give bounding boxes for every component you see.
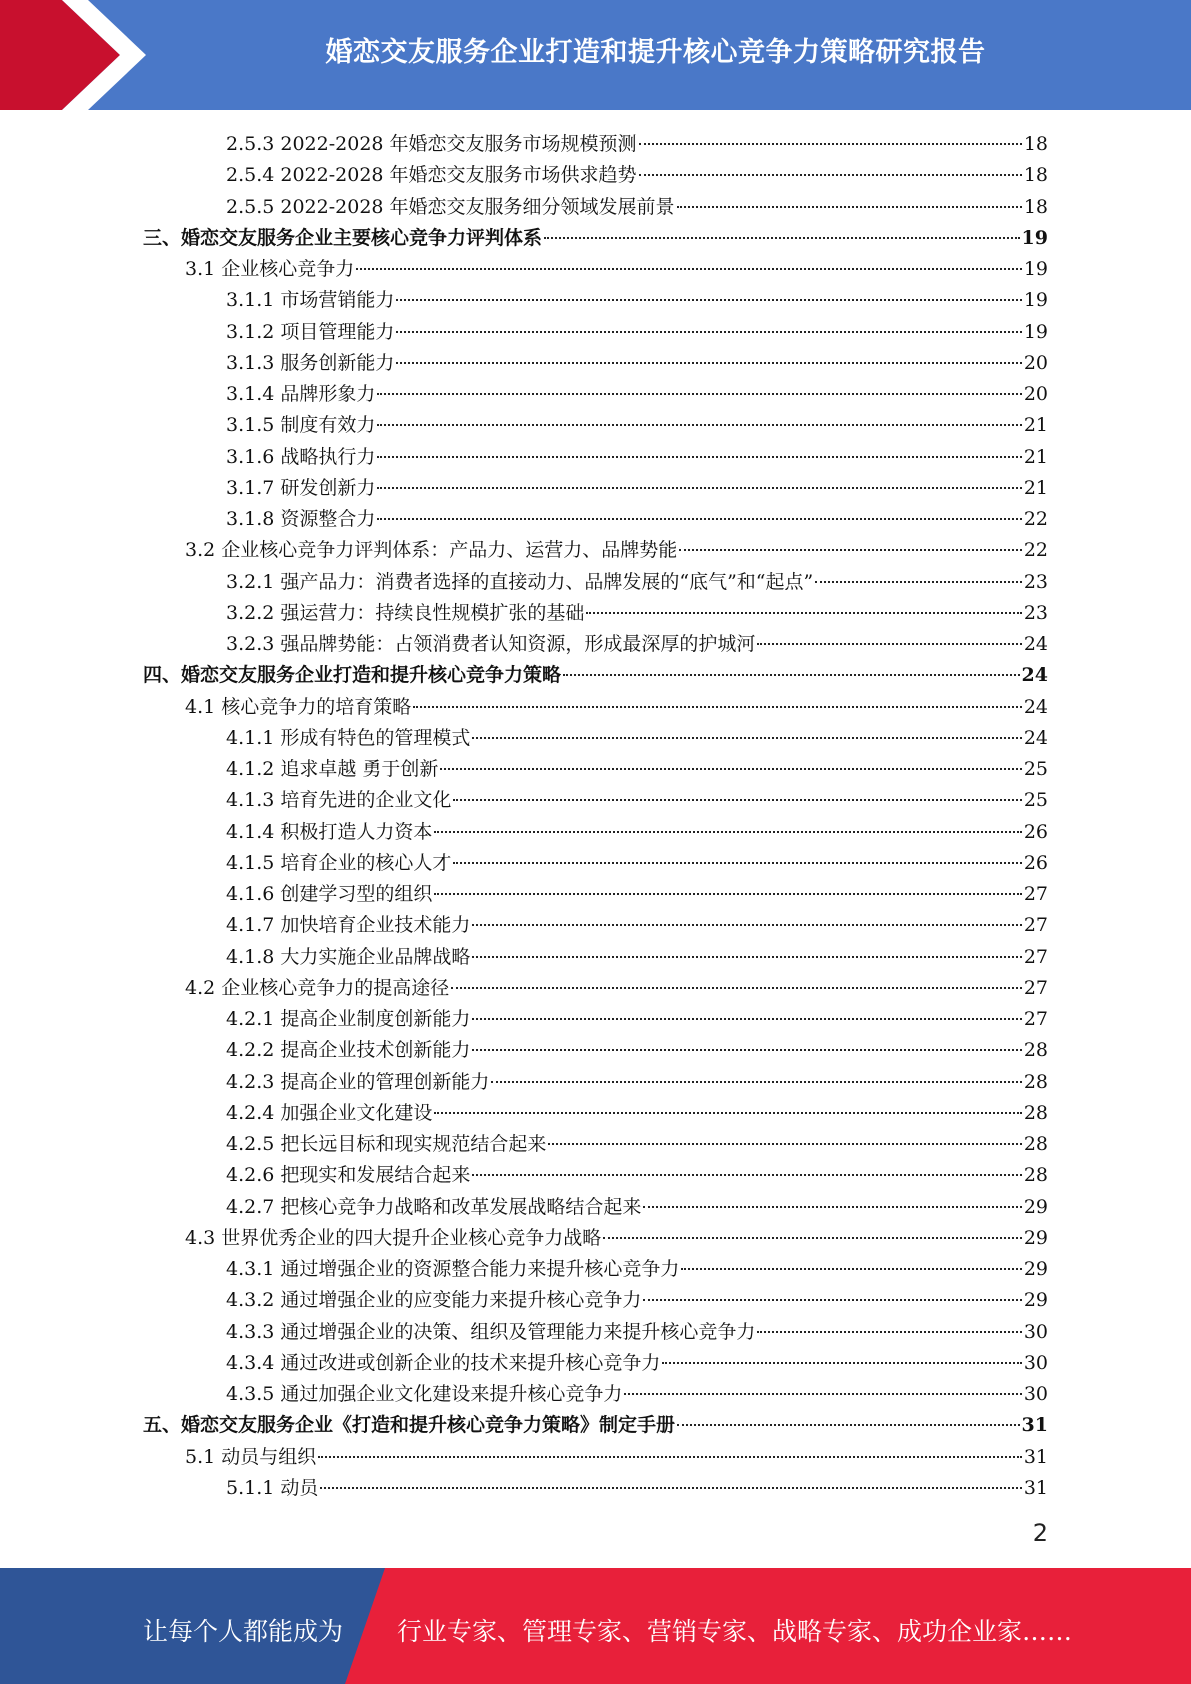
toc-entry-title: 三、婚恋交友服务企业主要核心竞争力评判体系 (143, 226, 543, 249)
toc-entry-title: 5.1.1 动员 (226, 1476, 319, 1499)
toc-entry-page: 27 (1023, 914, 1048, 937)
toc-entry[interactable] (143, 535, 1048, 566)
toc-entry[interactable] (143, 1410, 1048, 1441)
toc-entry-page: 21 (1023, 414, 1048, 437)
toc-dot-leader (677, 206, 1022, 208)
toc-entry[interactable] (143, 1285, 1048, 1316)
toc-dot-leader (320, 1487, 1021, 1489)
toc-dot-leader (434, 1112, 1021, 1114)
toc-entry-title: 4.2.4 加强企业文化建设 (226, 1101, 433, 1124)
toc-dot-leader (757, 1331, 1021, 1333)
toc-dot-leader (472, 1018, 1021, 1020)
toc-dot-leader (639, 174, 1022, 176)
toc-dot-leader (544, 237, 1020, 239)
page-header (0, 0, 1191, 110)
toc-entry-title: 2.5.4 2022-2028 年婚恋交友服务市场供求趋势 (226, 164, 637, 187)
toc-entry-title: 4.2.7 把核心竞争力战略和改革发展战略结合起来 (226, 1195, 642, 1218)
toc-entry-title: 3.1.2 项目管理能力 (226, 320, 395, 343)
toc-entry[interactable] (143, 1348, 1048, 1379)
toc-entry-page: 19 (1023, 258, 1048, 280)
toc-entry[interactable] (143, 1473, 1048, 1504)
toc-entry-page: 27 (1023, 976, 1048, 999)
toc-entry-page: 23 (1023, 570, 1048, 593)
toc-entry[interactable] (143, 442, 1048, 473)
toc-entry-page: 19 (1021, 226, 1048, 249)
toc-entry-title: 4.1.1 形成有特色的管理模式 (226, 726, 471, 749)
toc-dot-leader (413, 706, 1022, 708)
toc-entry[interactable] (143, 129, 1048, 160)
toc-entry-title: 3.2.3 强品牌势能：占领消费者认知资源，形成最深厚的护城河 (226, 633, 756, 655)
toc-entry-title: 3.1.6 战略执行力 (226, 445, 376, 468)
toc-entry[interactable] (143, 160, 1048, 191)
toc-dot-leader (434, 893, 1021, 895)
toc-dot-leader (472, 956, 1021, 958)
toc-entry-page: 30 (1023, 1383, 1048, 1405)
toc-dot-leader (396, 299, 1021, 301)
toc-dot-leader (472, 737, 1021, 739)
toc-entry-page: 18 (1023, 195, 1048, 218)
toc-entry[interactable] (143, 473, 1048, 504)
toc-entry[interactable] (143, 598, 1048, 629)
toc-entry[interactable] (143, 567, 1048, 598)
toc-entry-page: 18 (1023, 133, 1048, 155)
toc-entry-title: 5.1 动员与组织 (185, 1445, 317, 1468)
toc-entry-page: 26 (1023, 820, 1048, 843)
toc-entry[interactable] (143, 942, 1048, 973)
toc-dot-leader (377, 518, 1021, 520)
toc-entry-page: 29 (1023, 1195, 1048, 1218)
toc-dot-leader (356, 268, 1022, 270)
toc-entry-title: 2.5.5 2022-2028 年婚恋交友服务细分领域发展前景 (226, 195, 675, 218)
toc-dot-leader (377, 424, 1021, 426)
toc-entry-title: 3.1 企业核心竞争力 (185, 258, 355, 280)
toc-entry[interactable] (143, 1223, 1048, 1254)
toc-entry[interactable] (143, 1317, 1048, 1348)
toc-dot-leader (643, 1206, 1021, 1208)
toc-entry[interactable] (143, 1442, 1048, 1473)
toc-dot-leader (662, 1362, 1021, 1364)
toc-entry[interactable] (143, 192, 1048, 223)
toc-entry[interactable] (143, 754, 1048, 785)
toc-dot-leader (377, 487, 1021, 489)
toc-entry-page: 28 (1023, 1039, 1048, 1062)
toc-entry-title: 4.2.1 提高企业制度创新能力 (226, 1008, 471, 1030)
toc-entry-page: 30 (1023, 1320, 1048, 1343)
toc-entry[interactable] (143, 254, 1048, 285)
toc-entry-title: 4.3.2 通过增强企业的应变能力来提升核心竞争力 (226, 1289, 642, 1312)
toc-dot-leader (603, 1237, 1022, 1239)
toc-dot-leader (624, 1393, 1021, 1395)
toc-entry-title: 4.1.3 培育先进的企业文化 (226, 789, 452, 812)
toc-entry[interactable] (143, 848, 1048, 879)
toc-dot-leader (757, 643, 1021, 645)
toc-dot-leader (639, 143, 1022, 145)
toc-entry-title: 3.1.4 品牌形象力 (226, 383, 376, 405)
toc-entry-title: 4.2.5 把长远目标和现实规范结合起来 (226, 1133, 547, 1155)
toc-dot-leader (453, 799, 1021, 801)
toc-entry[interactable] (143, 285, 1048, 316)
toc-dot-leader (681, 1268, 1021, 1270)
toc-dot-leader (396, 331, 1021, 333)
toc-dot-leader (815, 581, 1022, 583)
toc-dot-leader (679, 549, 1022, 551)
table-of-contents (143, 129, 1048, 1504)
toc-entry-page: 20 (1023, 351, 1048, 374)
toc-entry-title: 五、婚恋交友服务企业《打造和提升核心竞争力策略》制定手册 (143, 1414, 676, 1437)
toc-dot-leader (451, 987, 1022, 989)
toc-entry-title: 4.1.4 积极打造人力资本 (226, 820, 433, 843)
toc-entry[interactable] (143, 504, 1048, 535)
toc-entry-page: 24 (1023, 726, 1048, 749)
toc-entry-page: 27 (1023, 945, 1048, 968)
toc-entry-page: 18 (1023, 164, 1048, 187)
page-number: 2 (1032, 1519, 1048, 1547)
toc-entry[interactable] (143, 223, 1048, 254)
toc-entry-page: 24 (1021, 664, 1048, 687)
toc-entry-title: 4.1.2 追求卓越 勇于创新 (226, 758, 439, 780)
footer-slogan-left: 让每个人都能成为 (143, 1617, 344, 1646)
toc-entry-page: 27 (1023, 1008, 1048, 1030)
toc-entry-page: 29 (1023, 1258, 1048, 1280)
toc-entry-title: 4.1.6 创建学习型的组织 (226, 883, 433, 905)
toc-dot-leader (563, 674, 1020, 676)
toc-entry-page: 31 (1023, 1476, 1048, 1499)
toc-entry[interactable] (143, 973, 1048, 1004)
toc-entry-page: 27 (1023, 883, 1048, 905)
toc-entry-page: 30 (1023, 1351, 1048, 1374)
toc-entry-page: 20 (1023, 383, 1048, 405)
toc-entry[interactable] (143, 379, 1048, 410)
toc-entry[interactable] (143, 348, 1048, 379)
toc-entry-page: 29 (1023, 1289, 1048, 1312)
toc-entry-page: 28 (1023, 1101, 1048, 1124)
toc-entry[interactable] (143, 1192, 1048, 1223)
toc-entry-page: 31 (1021, 1414, 1048, 1437)
toc-entry-title: 4.1.7 加快培育企业技术能力 (226, 914, 471, 937)
toc-entry-page: 28 (1023, 1070, 1048, 1093)
toc-dot-leader (472, 924, 1021, 926)
toc-entry-title: 4.2.3 提高企业的管理创新能力 (226, 1070, 490, 1093)
toc-entry-page: 29 (1023, 1226, 1048, 1249)
toc-entry[interactable] (143, 317, 1048, 348)
toc-entry-page: 25 (1023, 789, 1048, 812)
toc-entry[interactable] (143, 785, 1048, 816)
toc-dot-leader (318, 1456, 1022, 1458)
toc-entry-title: 3.1.7 研发创新力 (226, 476, 376, 499)
toc-dot-leader (643, 1299, 1021, 1301)
report-title: 婚恋交友服务企业打造和提升核心竞争力策略研究报告 (325, 37, 986, 68)
toc-entry-page: 25 (1023, 758, 1048, 780)
toc-entry-title: 4.3.5 通过加强企业文化建设来提升核心竞争力 (226, 1383, 623, 1405)
toc-entry[interactable] (143, 629, 1048, 660)
toc-dot-leader (434, 831, 1021, 833)
toc-entry-title: 4.3.1 通过增强企业的资源整合能力来提升核心竞争力 (226, 1258, 680, 1280)
toc-dot-leader (440, 768, 1021, 770)
toc-entry-page: 23 (1023, 601, 1048, 624)
toc-dot-leader (377, 456, 1021, 458)
toc-entry-page: 21 (1023, 445, 1048, 468)
toc-entry-title: 4.3.4 通过改进或创新企业的技术来提升核心竞争力 (226, 1351, 661, 1374)
toc-entry-page: 31 (1023, 1445, 1048, 1468)
toc-entry-title: 4.2.2 提高企业技术创新能力 (226, 1039, 471, 1062)
toc-entry[interactable] (143, 910, 1048, 941)
toc-dot-leader (677, 1424, 1020, 1426)
toc-entry-page: 24 (1023, 633, 1048, 655)
toc-dot-leader (586, 612, 1021, 614)
toc-entry-title: 四、婚恋交友服务企业打造和提升核心竞争力策略 (143, 664, 562, 687)
toc-entry[interactable] (143, 1379, 1048, 1410)
toc-entry-page: 24 (1023, 695, 1048, 718)
toc-dot-leader (472, 1049, 1021, 1051)
toc-dot-leader (472, 1174, 1021, 1176)
toc-entry[interactable] (143, 1035, 1048, 1066)
toc-entry-title: 4.1 核心竞争力的培育策略 (185, 695, 412, 718)
toc-entry-title: 2.5.3 2022-2028 年婚恋交友服务市场规模预测 (226, 133, 637, 155)
toc-entry[interactable] (143, 817, 1048, 848)
toc-entry-page: 26 (1023, 851, 1048, 874)
toc-entry[interactable] (143, 723, 1048, 754)
toc-entry-title: 3.1.3 服务创新能力 (226, 351, 395, 374)
toc-dot-leader (453, 862, 1021, 864)
toc-entry-title: 3.1.1 市场营销能力 (226, 289, 395, 312)
toc-entry-page: 19 (1023, 289, 1048, 312)
toc-dot-leader (548, 1143, 1021, 1145)
toc-entry[interactable] (143, 879, 1048, 910)
toc-dot-leader (491, 1081, 1021, 1083)
toc-entry-title: 3.1.8 资源整合力 (226, 508, 376, 530)
toc-entry-page: 22 (1023, 539, 1048, 562)
toc-entry-page: 19 (1023, 320, 1048, 343)
toc-entry-page: 28 (1023, 1164, 1048, 1187)
toc-entry-title: 4.2 企业核心竞争力的提高途径 (185, 976, 450, 999)
toc-entry-title: 4.3 世界优秀企业的四大提升企业核心竞争力战略 (185, 1226, 602, 1249)
toc-entry-page: 21 (1023, 476, 1048, 499)
toc-entry[interactable] (143, 1098, 1048, 1129)
toc-dot-leader (396, 362, 1021, 364)
toc-entry-title: 4.1.8 大力实施企业品牌战略 (226, 945, 471, 968)
toc-entry-title: 4.2.6 把现实和发展结合起来 (226, 1164, 471, 1187)
toc-entry[interactable] (143, 692, 1048, 723)
toc-entry-title: 3.2.2 强运营力：持续良性规模扩张的基础 (226, 601, 585, 624)
toc-dot-leader (377, 393, 1021, 395)
toc-entry[interactable] (143, 660, 1048, 691)
toc-entry[interactable] (143, 1067, 1048, 1098)
toc-entry[interactable] (143, 410, 1048, 441)
toc-entry[interactable] (143, 1254, 1048, 1285)
toc-entry[interactable] (143, 1129, 1048, 1160)
footer-slogan-right: 行业专家、管理专家、营销专家、战略专家、成功企业家…… (397, 1617, 1073, 1646)
toc-entry-title: 4.1.5 培育企业的核心人才 (226, 851, 452, 874)
toc-entry[interactable] (143, 1004, 1048, 1035)
page-footer (0, 1568, 1191, 1684)
toc-entry-page: 28 (1023, 1133, 1048, 1155)
toc-entry-title: 4.3.3 通过增强企业的决策、组织及管理能力来提升核心竞争力 (226, 1320, 756, 1343)
toc-entry-title: 3.2 企业核心竞争力评判体系：产品力、运营力、品牌势能 (185, 539, 678, 562)
toc-entry-page: 22 (1023, 508, 1048, 530)
toc-entry[interactable] (143, 1160, 1048, 1191)
toc-entry-title: 3.2.1 强产品力：消费者选择的直接动力、品牌发展的“底气”和“起点” (226, 570, 814, 593)
toc-entry-title: 3.1.5 制度有效力 (226, 414, 376, 437)
